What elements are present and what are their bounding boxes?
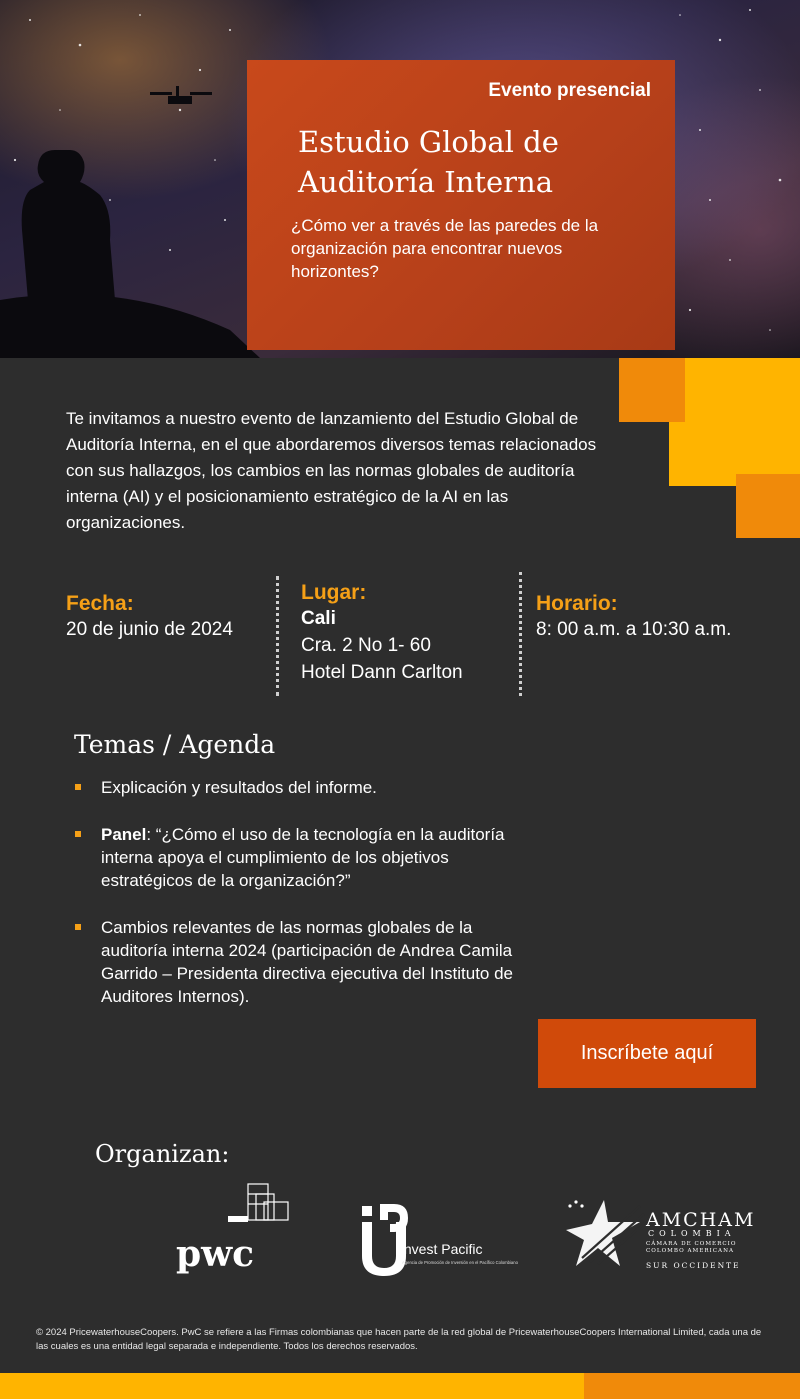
amcham-region: SUR OCCIDENTE [646,1261,741,1270]
agenda-item-bold: Panel [101,825,147,844]
amcham-logo [562,1192,762,1274]
location-hotel: Hotel Dann Carlton [301,662,463,683]
hero-banner [0,0,800,358]
location-address: Cra. 2 No 1- 60 [301,635,431,656]
time-block [536,592,731,643]
organizers-title: Organizan: [95,1140,230,1168]
date-label: Fecha: [66,592,134,615]
agenda-item-text: Explicación y resultados del informe. [101,778,377,797]
amcham-country: COLOMBIA [648,1229,736,1238]
amcham-line2: COLOMBO AMERICANA [646,1248,734,1254]
register-button[interactable]: Inscríbete aquí [538,1019,756,1088]
event-subtitle: ¿Cómo ver a través de las paredes de la organización para encontrar nuevos horizontes? [291,216,599,281]
event-title: Estudio Global de Auditoría Interna [298,125,559,199]
agenda-item [74,916,514,1008]
decor-square-orange-bottom [736,474,800,538]
invest-pacific-logo [360,1198,518,1278]
date-value: 20 de junio de 2024 [66,619,233,640]
bullet-icon [75,924,81,930]
agenda-list [74,776,514,1032]
agenda-title: Temas / Agenda [74,730,276,759]
agenda-item-text: Cambios relevantes de las normas globales de la auditoría interna 2024 (participación de Andrea Camila Garrido – Presidenta directiva ejecutiva del Instituto de Auditores Internos). [101,918,514,1006]
agenda-item-text: : “¿Cómo el uso de la tecnología en la auditoría interna apoya el cumplimiento de los objetivos estratégicos de la organización?” [101,825,505,890]
invest-pacific-wordmark: Invest Pacific [400,1241,483,1257]
invest-pacific-tagline: Agencia de Promoción de Inversión en el Pacífico Colombiano [402,1260,518,1265]
location-block [301,581,463,686]
divider-dotted [519,572,522,696]
amcham-wordmark: AMCHAM [646,1209,756,1231]
intro-text: Te invitamos a nuestro evento de lanzamiento del Estudio Global de Auditoría Interna, en el que abordaremos diversos temas relacionados con sus hallazgos, los cambios en las normas globales de auditoría interna (AI) y el posicionamiento estratégico de la AI en las organizaciones. [66,409,597,532]
bullet-icon [75,784,81,790]
bottom-bar-orange [584,1373,800,1399]
bullet-icon [75,831,81,837]
location-label: Lugar: [301,581,367,604]
divider-dotted [276,576,279,696]
amcham-line1: CÁMARA DE COMERCIO [646,1241,737,1247]
location-city [301,605,463,632]
decor-square-yellow [669,358,800,486]
time-label: Horario: [536,592,618,615]
time-value: 8: 00 a.m. a 10:30 a.m. [536,619,732,640]
agenda-item [74,823,514,892]
hero-card [247,60,675,350]
agenda-item [74,776,514,799]
legal-footer: © 2024 PricewaterhouseCoopers. PwC se refiere a las Firmas colombianas que hacen parte de la red global de PricewaterhouseCoopers International Limited, cada una de las cuales es una entidad legal separada e independiente. Todos los derechos reservados. [36,1327,762,1352]
pwc-logo [170,1180,294,1275]
date-block [66,592,233,643]
decor-square-orange-top [619,358,685,422]
location-city-name: Cali [301,608,336,629]
event-type-label: Evento presencial [488,80,651,101]
pwc-wordmark: pwc [176,1233,255,1275]
